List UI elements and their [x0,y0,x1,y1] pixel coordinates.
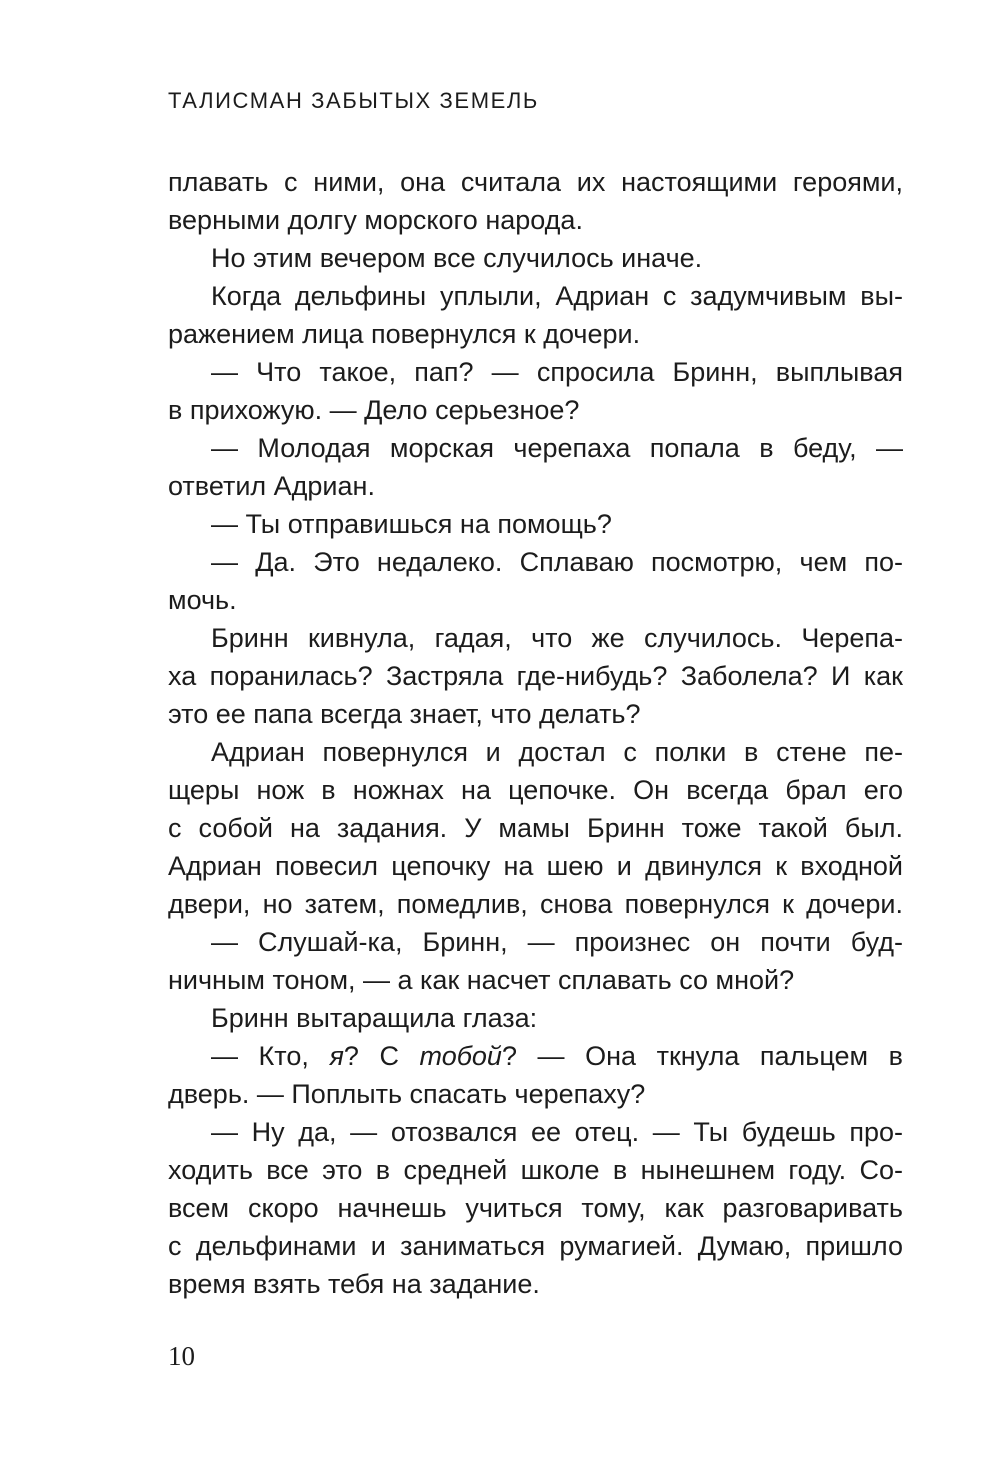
text-line: — Ну да, — отозвался ее отец. — Ты будешь про- [211,1117,903,1147]
text-line: это ее папа всегда знает, что делать? [168,699,641,729]
text-line [168,1037,903,1075]
text-line: Бринн кивнула, гадая, что же случилось. Черепа- [211,623,903,653]
text-line: Адриан повесил цепочку на шею и двинулся к входной [168,851,903,881]
text-line: время взять тебя на задание. [168,1269,540,1299]
body-text [168,163,903,1303]
text-line: двери, но затем, помедлив, снова повернулся к дочери. [168,889,903,919]
text-segment: ? — Она ткнула пальцем в [501,1041,903,1071]
text-line: — Ты отправишься на помощь? [211,509,612,539]
text-line: ответил Адриан. [168,471,375,501]
text-line: всем скоро начнешь учиться тому, как разговаривать [168,1193,903,1223]
text-line: ходить все это в средней школе в нынешнем году. Со- [168,1155,903,1185]
text-line: — Слушай-ка, Бринн, — произнес он почти буд- [211,927,903,957]
text-line: мочь. [168,585,237,615]
text-line: с собой на задания. У мамы Бринн тоже такой был. [168,813,903,843]
text-line: с дельфинами и заниматься румагией. Думаю, пришло [168,1231,903,1261]
text-line: Когда дельфины уплыли, Адриан с задумчивым вы- [211,281,903,311]
page-number: 10 [168,1341,195,1371]
text-line: ражением лица повернулся к дочери. [168,319,641,349]
text-line: верными долгу морского народа. [168,205,583,235]
text-line: щеры нож в ножнах на цепочке. Он всегда брал его [168,775,903,805]
text-segment: ? С [343,1041,420,1071]
text-line: дверь. — Поплыть спасать черепаху? [168,1079,646,1109]
italic-segment: я [329,1041,344,1071]
text-line: в прихожую. — Дело серьезное? [168,395,580,425]
text-line: Адриан повернулся и достал с полки в стене пе- [211,737,903,767]
text-line: ничным тоном, — а как насчет сплавать со мной? [168,965,795,995]
text-line: — Молодая морская черепаха попала в беду, — [211,433,903,463]
text-segment: — Кто, [211,1041,330,1071]
text-line: ха поранилась? Застряла где-нибудь? Заболела? И как [168,661,903,691]
running-head-title: ТАЛИСМАН ЗАБЫТЫХ ЗЕМЕЛЬ [168,88,539,113]
text-line: — Что такое, пап? — спросила Бринн, выплывая [211,357,903,387]
text-line: Бринн вытаращила глаза: [211,1003,538,1033]
text-line: — Да. Это недалеко. Сплаваю посмотрю, чем по- [211,547,903,577]
text-line: Но этим вечером все случилось иначе. [211,243,703,273]
text-line: плавать с ними, она считала их настоящими героями, [168,167,903,197]
italic-segment: тобой [419,1041,502,1071]
